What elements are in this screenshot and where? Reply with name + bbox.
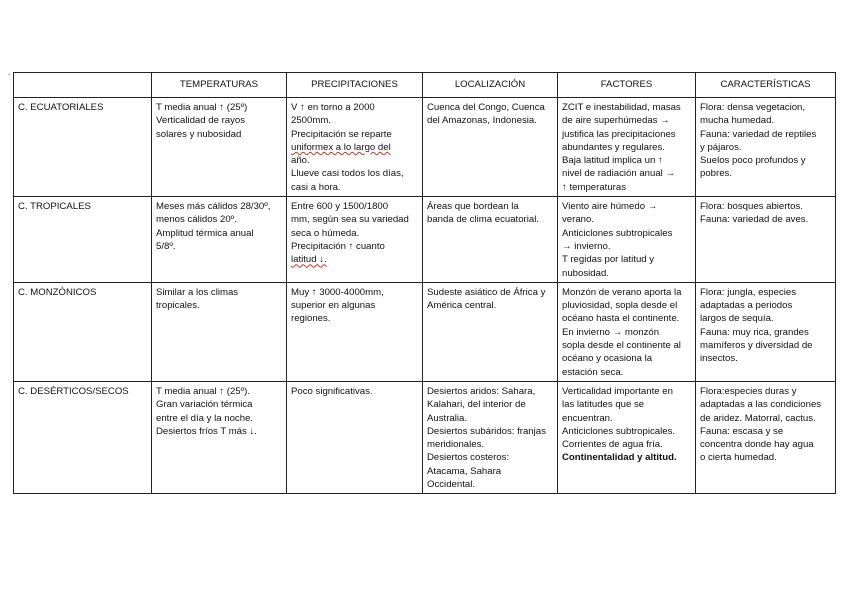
cell-line: Cuenca del Congo, Cuenca <box>427 102 545 113</box>
cell-line: o cierta humedad. <box>700 452 777 464</box>
header-row <box>14 73 836 98</box>
cell-line: Desiertos fríos T más ↓. <box>156 425 257 437</box>
row-label <box>14 197 152 283</box>
cell-line: Flora: jungla, especies <box>700 286 796 298</box>
cell-line: océano y ocasiona la <box>562 353 653 365</box>
cell-precipitaciones <box>287 197 423 283</box>
cell-line: del Amazonas, Indonesia. <box>427 115 537 127</box>
cell-line: Muy ↑ 3000-4000mm, <box>291 286 384 298</box>
cell-line: mucha humedad. <box>700 115 775 127</box>
cell-line: Continentalidad y altitud. <box>562 452 677 464</box>
cell-line: Verticalidad de rayos <box>156 115 246 127</box>
cell-line: banda de clima ecuatorial. <box>427 214 539 226</box>
cell-line: y pájaros. <box>700 141 742 153</box>
header-localizacion: LOCALIZACIÓN <box>423 73 558 98</box>
cell-line: 2500mm. <box>291 115 331 127</box>
cell-line: V ↑ en torno a 2000 <box>291 102 375 113</box>
table-row <box>14 282 836 381</box>
cell-line: largos de sequía. <box>700 313 774 325</box>
cell-line: océano hasta el continente. <box>562 313 680 325</box>
cell-line: → invierno. <box>562 240 611 252</box>
cell-line: concentra donde hay agua <box>700 439 814 451</box>
cell-line: de aridez. Matorral, cactus. <box>700 412 816 424</box>
cell-line: Desiertos aridos: Sahara, <box>427 385 536 397</box>
cell-line: Australia. <box>427 412 467 424</box>
cell-line: Sudeste asiático de África y <box>427 286 546 298</box>
header-temperaturas: TEMPERATURAS <box>152 73 287 98</box>
cell-line: menos cálidos 20º. <box>156 214 237 226</box>
table-row <box>14 381 836 493</box>
cell-line: casi a hora. <box>291 181 341 193</box>
cell-line: 5/8º. <box>156 240 176 252</box>
header-empty <box>14 73 152 98</box>
cell-line: Anticiclones subtropicales. <box>562 425 676 437</box>
climate-table <box>13 72 836 494</box>
cell-line: Baja latitud implica un ↑ <box>562 155 663 167</box>
cell-line: Gran variación térmica <box>156 399 253 411</box>
cell-line: solares y nubosidad <box>156 128 242 140</box>
header-caracteristicas: CARACTERÍSTICAS <box>696 73 836 98</box>
cell-localizacion <box>423 282 558 381</box>
row-label-text: C. MONZÓNICOS <box>18 286 97 298</box>
cell-temperaturas <box>152 98 287 197</box>
cell-line: de aire superhúmedas → <box>562 115 670 127</box>
cell-line: las latitudes que se <box>562 399 645 411</box>
cell-line: mamíferos y diversidad de <box>700 340 813 352</box>
cell-line: justifica las precipitaciones <box>562 128 676 140</box>
cell-line: Atacama, Sahara <box>427 465 502 477</box>
cell-line: Corrientes de agua fría. <box>562 439 663 451</box>
row-label-text: C. ECUATORIALES <box>18 102 104 113</box>
cell-line: insectos. <box>700 353 738 365</box>
cell-line: T regidas por latitud y <box>562 254 655 266</box>
cell-line: Desiertos costeros: <box>427 452 510 464</box>
cell-line: Desiertos subáridos: franjas <box>427 425 546 437</box>
cell-factores <box>558 197 696 283</box>
cell-line: verano. <box>562 214 594 226</box>
cell-line: Occidental. <box>427 479 475 491</box>
row-label <box>14 98 152 197</box>
cell-line: tropicales. <box>156 300 200 312</box>
cell-localizacion <box>423 381 558 493</box>
cell-line: nivel de radiación anual → <box>562 168 676 180</box>
row-label-text: C. TROPICALES <box>18 201 91 213</box>
cell-precipitaciones <box>287 98 423 197</box>
cell-line: adaptadas a periodos <box>700 300 793 312</box>
cell-line: estación seca. <box>562 366 624 378</box>
cell-factores <box>558 282 696 381</box>
cell-line: Kalahari, del interior de <box>427 399 526 411</box>
cell-line: T media anual ↑ (25º). <box>156 385 250 397</box>
cell-factores <box>558 98 696 197</box>
cell-localizacion <box>423 197 558 283</box>
cell-line: En invierno → monzón <box>562 326 660 338</box>
table-row <box>14 98 836 197</box>
cell-caracteristicas <box>696 197 836 283</box>
cell-line: Llueve casi todos los días, <box>291 168 404 180</box>
cell-line: superior en algunas <box>291 300 376 312</box>
cell-line: sopla desde el continente al <box>562 340 681 352</box>
cell-line: Precipitación se reparte <box>291 128 392 140</box>
header-factores: FACTORES <box>558 73 696 98</box>
cell-line: mm, según sea su variedad <box>291 214 409 226</box>
cell-line: Flora: bosques abiertos. <box>700 201 803 213</box>
cell-line: Flora:especies duras y <box>700 385 797 397</box>
cell-line: Verticalidad importante en <box>562 385 673 397</box>
cell-line: Fauna: variedad de reptiles <box>700 128 817 140</box>
row-label-text: C. DESÉRTICOS/SECOS <box>18 385 129 397</box>
cell-line: abundantes y regulares. <box>562 141 665 153</box>
cell-temperaturas <box>152 197 287 283</box>
cell-line: año. <box>291 155 310 167</box>
cell-line: regiones. <box>291 313 331 325</box>
cell-line: Entre 600 y 1500/1800 <box>291 201 389 213</box>
cell-line: uniformex a lo largo del <box>291 141 391 153</box>
cell-caracteristicas <box>696 282 836 381</box>
cell-precipitaciones <box>287 381 423 493</box>
cell-line: Viento aire húmedo → <box>562 201 658 213</box>
cell-line: pluviosidad, sopla desde el <box>562 300 678 312</box>
cell-line: América central. <box>427 300 497 312</box>
cell-line: nubosidad. <box>562 267 609 279</box>
cell-line: Similar a los climas <box>156 286 239 298</box>
cell-line: Meses más cálidos 28/30º, <box>156 201 271 213</box>
cell-line: Fauna: muy rica, grandes <box>700 326 809 338</box>
cell-line: Suelos poco profundos y <box>700 155 806 167</box>
cell-line: Áreas que bordean la <box>427 201 519 213</box>
cell-line: Flora: densa vegetacion, <box>700 102 806 113</box>
cell-line: ZCIT e inestabilidad, masas <box>562 102 681 113</box>
cell-line: entre el día y la noche. <box>156 412 254 424</box>
header-precipitaciones: PRECIPITACIONES <box>287 73 423 98</box>
row-label <box>14 381 152 493</box>
cell-line: Poco significativas. <box>291 385 373 397</box>
cell-line: seca o húmeda. <box>291 227 360 239</box>
cell-caracteristicas <box>696 381 836 493</box>
cell-line: Precipitación ↑ cuanto <box>291 240 385 252</box>
cell-line: Monzón de verano aporta la <box>562 286 682 298</box>
cell-line: meridionales. <box>427 439 485 451</box>
cell-localizacion <box>423 98 558 197</box>
cell-precipitaciones <box>287 282 423 381</box>
cell-line: pobres. <box>700 168 732 180</box>
cell-line: Fauna: escasa y se <box>700 425 784 437</box>
cell-factores <box>558 381 696 493</box>
cell-caracteristicas <box>696 98 836 197</box>
cell-line: T media anual ↑ (25º) <box>156 102 248 113</box>
cell-line: encuentran. <box>562 412 613 424</box>
cell-line: Amplitud térmica anual <box>156 227 254 239</box>
corner-mark: - <box>8 70 11 79</box>
row-label <box>14 282 152 381</box>
cell-line: Anticiclones subtropicales <box>562 227 673 239</box>
cell-line: ↑ temperaturas <box>562 181 626 193</box>
cell-line: Fauna: variedad de aves. <box>700 214 809 226</box>
cell-temperaturas <box>152 282 287 381</box>
table-row <box>14 197 836 283</box>
cell-line: adaptadas a las condiciones <box>700 399 822 411</box>
cell-temperaturas <box>152 381 287 493</box>
cell-line: latitud ↓. <box>291 254 327 266</box>
